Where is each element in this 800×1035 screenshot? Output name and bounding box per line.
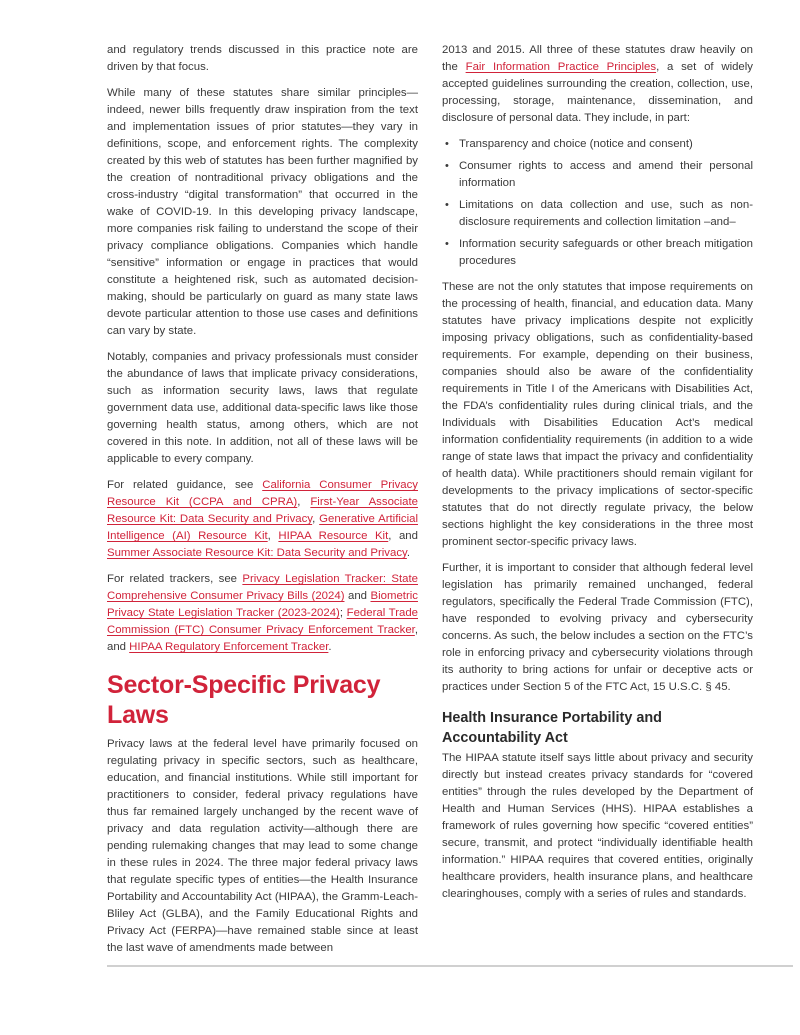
trackers-sep: and [344,590,371,602]
link-hipaa-enforcement-tracker[interactable]: HIPAA Regulatory Enforcement Tracker [129,641,329,653]
link-privacy-legislation-tracker[interactable]: Privacy Legislation Tracker: State Comprehensive Consumer Privacy Bills (2024) [107,573,418,602]
fipp-lead: 2013 and 2015. All three of these statutes draw heavily on the [442,44,753,73]
left-column [107,42,418,966]
list-item-text: Consumer rights to access and amend their personal information [459,160,753,189]
bullet-icon: • [445,199,449,211]
link-ccpa-resource-kit[interactable]: California Consumer Privacy Resource Kit (CCPA and CPRA) [107,479,418,508]
bullet-icon: • [445,160,449,172]
guidance-sep: , [297,496,311,508]
paragraph-intro-tail: and regulatory trends discussed in this practice note are driven by that focus. [107,44,418,73]
guidance-lead: For related guidance, see [107,479,263,491]
bullet-icon: • [445,238,449,250]
list-item-text: Limitations on data collection and use, such as non-disclosure requirements and collection limitation –and– [459,199,753,228]
bullet-icon: • [445,138,449,150]
link-ftc-enforcement-tracker[interactable]: Federal Trade Commission (FTC) Consumer Privacy Enforcement Tracker [107,607,418,636]
section-heading-sector-specific: Sector-Specific Privacy Laws [107,671,381,729]
link-biometric-privacy-tracker[interactable]: Biometric Privacy State Legislation Tracker (2023-2024) [107,590,418,619]
trackers-end: . [328,641,332,653]
paragraph-abundance-of-laws: Notably, companies and privacy professionals must consider the abundance of laws that implicate privacy considerations, such as information security laws, laws that regulate government data use, additional data-specific laws like those governing health status, among others, which are not covered in this note. In addition, not all of these laws will be applicable to every company. [107,351,418,465]
paragraph-related-trackers [107,571,418,656]
link-fair-information-practice-principles[interactable]: Fair Information Practice Principles [465,61,657,73]
paragraph-hipaa: The HIPAA statute itself says little about privacy and security directly but instead creates privacy standards for “covered entities” through the rules developed by the Department of Health and Human Services (HHS). HIPAA establishes a framework of rules governing how specific “covered entities” secure, transmit, and protect “individually identifiable health information.” HIPAA requires that covered entities, originally healthcare providers, health insurance plans, and healthcare clearinghouses, comply with a series of rules and standards. [442,752,753,900]
paragraph-statutes-principles: While many of these statutes share similar principles—indeed, newer bills frequently draw inspiration from the text and implementation issues of prior statutes—they vary in definitions, scope, and enforcement rights. The complexity created by this web of statutes has been further magnified by the creation of nontraditional privacy obligations and the cross-industry “digital transformation” that occurred in the wake of COVID-19. In this developing privacy landscape, more companies risk failing to understand the scope of their privacy compliance obligations. Companies which handle “sensitive” information or engage in practices that would constitute a heightened risk, such as automated decision-making, should be particularly on guard as many state laws devote particular attention to those use cases and definitions can vary by state. [107,87,418,337]
guidance-sep: , and [388,530,418,542]
paragraph-fipp [442,42,753,127]
link-summer-associate-kit[interactable]: Summer Associate Resource Kit: Data Security and Privacy [107,547,407,559]
list-item [442,158,753,192]
list-item [442,197,753,231]
list-item-text: Transparency and choice (notice and consent) [459,138,693,150]
link-first-year-associate-kit[interactable]: First-Year Associate Resource Kit: Data Security and Privacy [107,496,418,525]
paragraph-other-statutes: These are not the only statutes that impose requirements on the processing of health, financial, and education data. Many statutes have privacy implications despite not explicitly imposing privacy obligations, such as confidentiality-based requirements. For example, depending on their business, companies should also be aware of the confidentiality requirements in Title I of the Americans with Disabilities Act, the FDA’s confidentiality rules during clinical trials, and the Individuals with Disabilities Education Act’s medical information confidentiality requirements (in addition to a wide range of state laws that impact the privacy and confidentiality of health data). While practitioners should remain vigilant for developments to the privacy implications of sector-specific statutes that do not directly regulate privacy, the below sections highlight the key considerations in the three most prominent sector-specific privacy laws. [442,281,753,548]
link-generative-ai-kit[interactable]: Generative Artificial Intelligence (AI) Resource Kit [107,513,418,542]
paragraph-federal-privacy-laws: Privacy laws at the federal level have primarily focused on regulating privacy in specific sectors, such as healthcare, education, and financial institutions. While still important for practitioners to consider, federal privacy regulations have thus far remained largely unchanged by the recent wave of privacy and data regulation activity—although there are pending rulemaking changes that may lead to some change in these rules in 2024. The three major federal privacy laws that regulate specific types of entities—the Health Insurance Portability and Accountability Act (HIPAA), the Gramm-Leach-Bliley Act (GLBA), and the Family Educational Rights and Privacy Act (FERPA)—have remained stable since at least the last wave of amendments made between [107,738,418,954]
link-hipaa-resource-kit[interactable]: HIPAA Resource Kit [278,530,389,542]
list-item [442,236,753,270]
trackers-lead: For related trackers, see [107,573,243,585]
trackers-sep: , and [107,624,418,653]
subheading-hipaa: Health Insurance Portability and Accountability Act [442,710,662,746]
paragraph-ftc-role: Further, it is important to consider that although federal level legislation has primarily remained unchanged, federal regulators, specifically the Federal Trade Commission (FTC), have responded to evolving privacy and cybersecurity concerns. As such, the below includes a section on the FTC’s role in enforcing privacy and cybersecurity violations through its authority to bring actions for unfair or deceptive acts or practices under Section 5 of the FTC Act, 15 U.S.C. § 45. [442,562,753,693]
list-item-text: Information security safeguards or other breach mitigation procedures [459,238,753,267]
footer-divider [107,965,793,967]
guidance-sep: , [267,530,279,542]
list-item [442,136,753,153]
paragraph-related-guidance [107,477,418,562]
guidance-end: . [406,547,411,559]
right-column [442,42,753,912]
principles-list [442,136,753,270]
trackers-sep: ; [339,607,347,619]
fipp-tail: , a set of widely accepted guidelines surrounding the creation, collection, use, processing, storage, maintenance, dissemination, and disclosure of personal data. They include, in part: [442,61,753,124]
guidance-sep: , [312,513,320,525]
